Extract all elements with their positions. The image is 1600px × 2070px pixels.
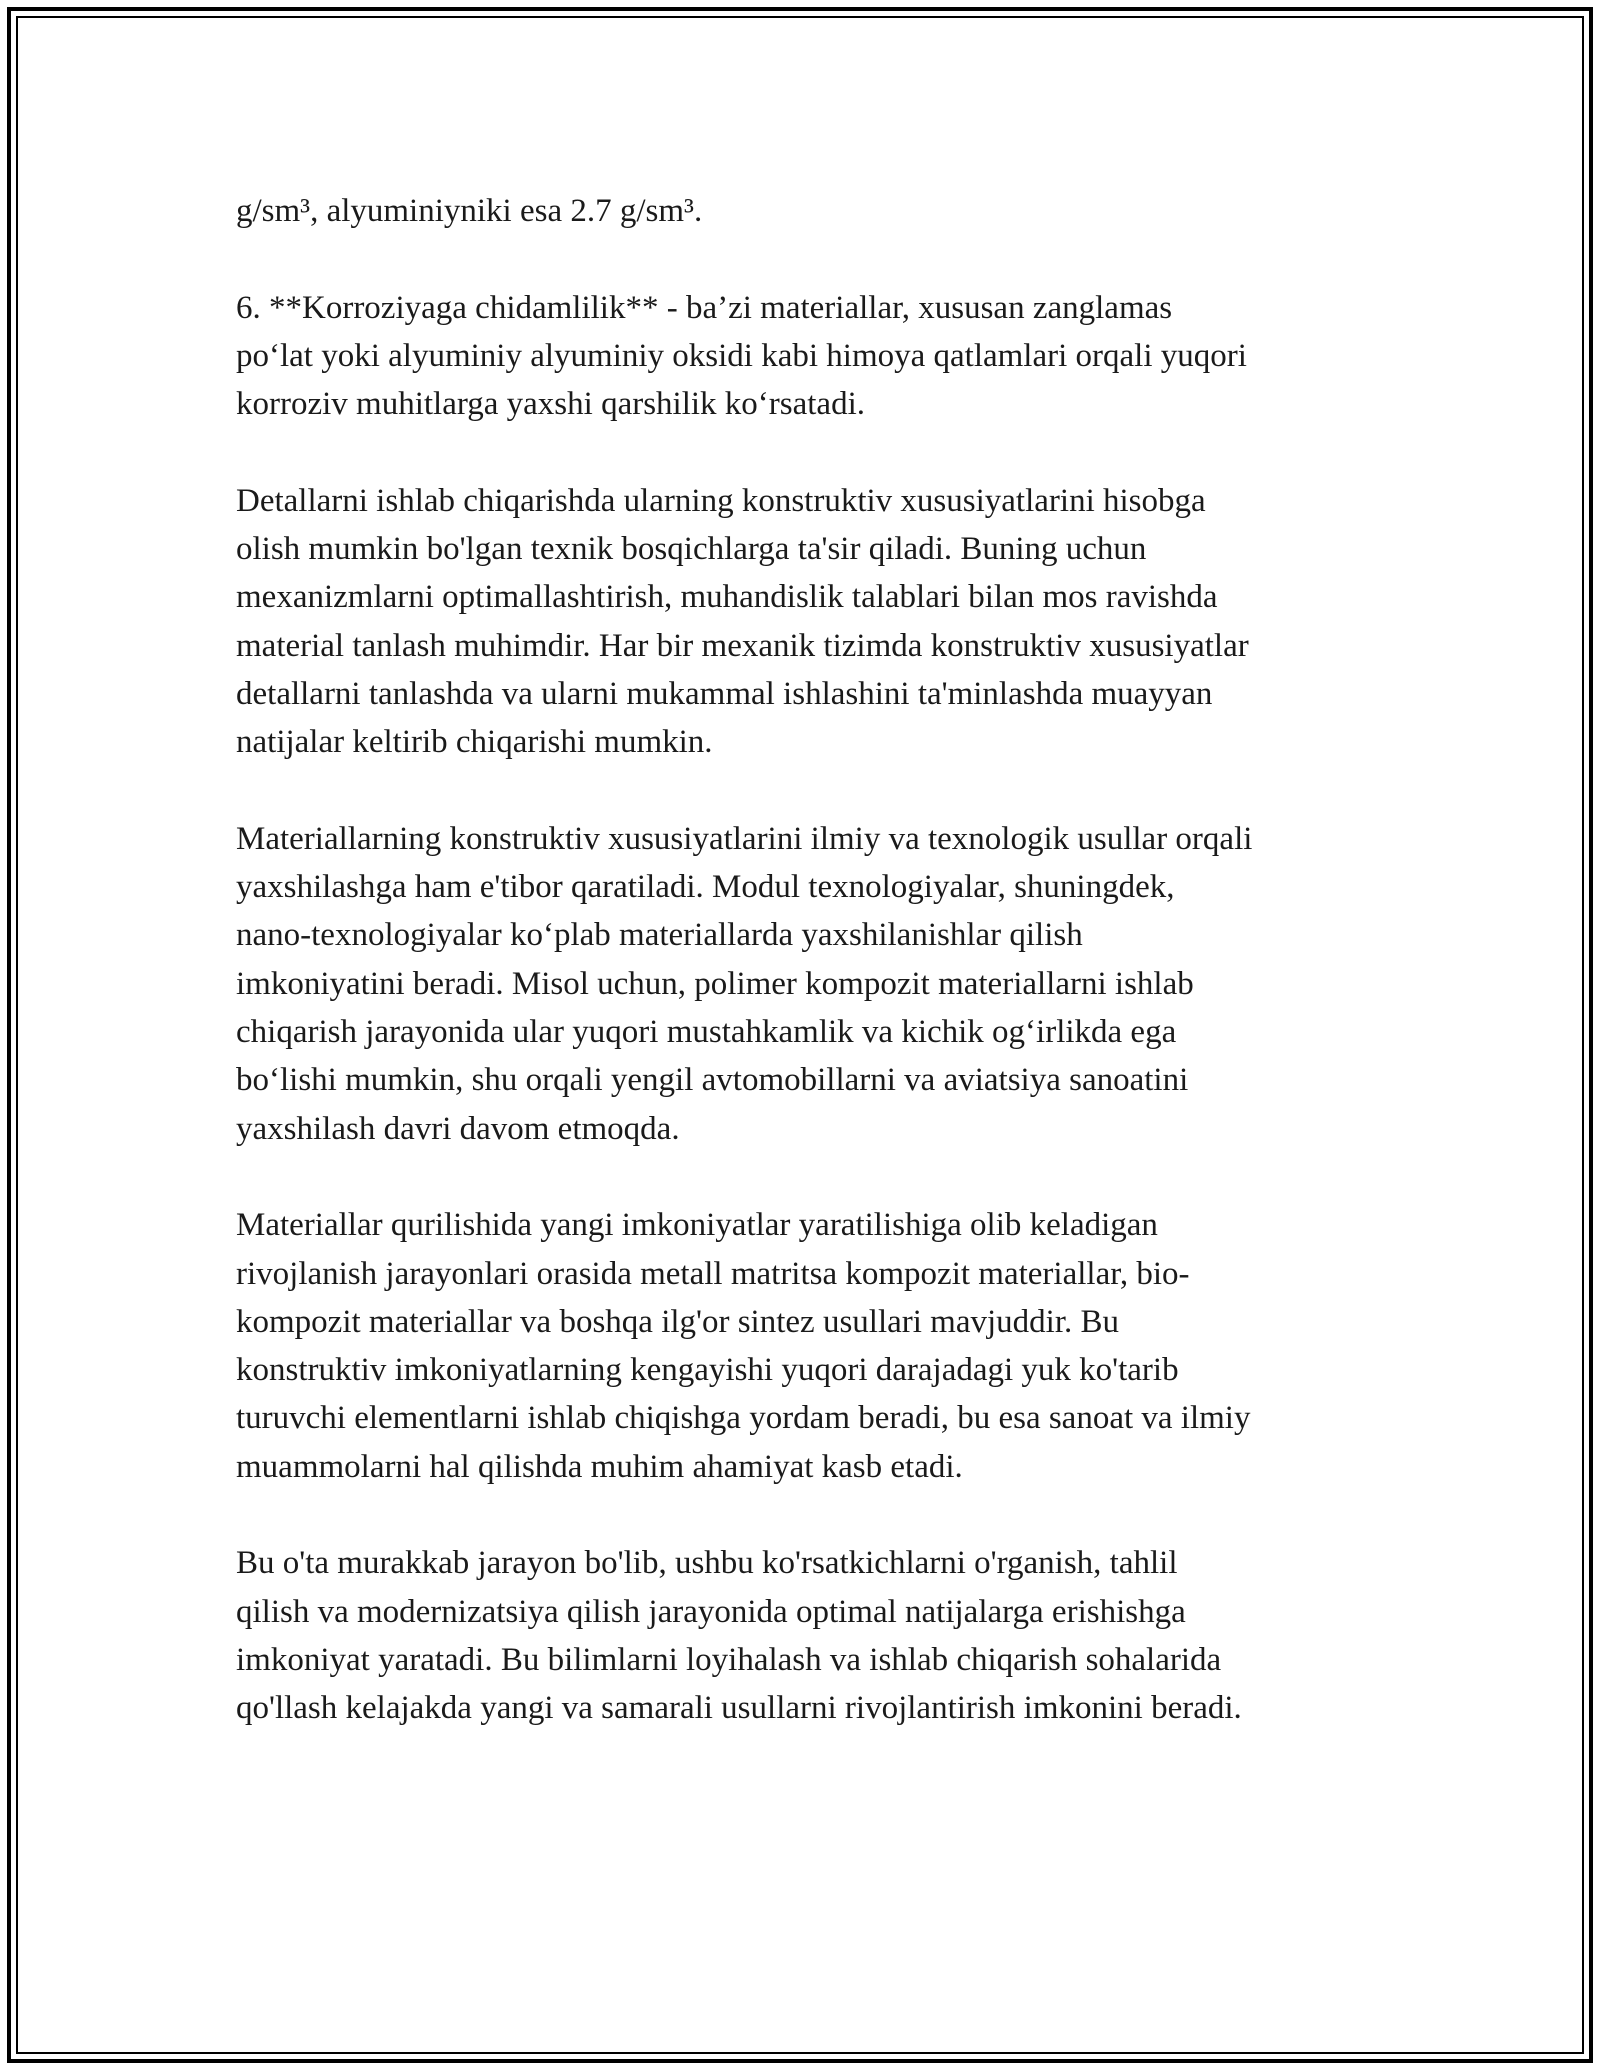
paragraph-construction-materials: Materiallar qurilishida yangi imkoniyatlar yaratilishiga olib keladigan rivojlanish jarayonlari orasida metall matritsa kompozit materiallar, bio- kompozit materiallar va boshqa ilg'or sintez usullari mavjuddir. Bu konstruktiv imkoniyatlarning kengayishi yuqori darajadagi yuk ko'tarib turuvchi elementlarni ishlab chiqishga yordam beradi, bu esa sanoat va ilmiy muammolarni hal qilishda muhim ahamiyat kasb etadi. [236,1207,1251,1485]
paragraph-conclusion: Bu o'ta murakkab jarayon bo'lib, ushbu ko'rsatkichlarni o'rganish, tahlil qilish va modernizatsiya qilish jarayonida optimal natijalarga erishishga imkoniyat yaratadi. Bu bilimlarni loyihalash va ishlab chiqarish sohalarida qo'llash kelajakda yangi va samarali usullarni rivojlantirish imkonini beradi. [236,1545,1242,1727]
paragraph-detail-production: Detallarni ishlab chiqarishda ularning konstruktiv xususiyatlarini hisobga olish mumkin bo'lgan texnik bosqichlarga ta'sir qiladi. Buning uchun mexanizmlarni optimallashtirish, muhandislik talablari bilan mos ravishda material tanlash muhimdir. Har bir mexanik tizimda konstruktiv xususiyatlar detallarni tanlashda va ularni mukammal ishlashini ta'minlashda muayyan natijalar keltirib chiqarishi mumkin. [236,482,1249,761]
paragraph-material-improvement: Materiallarning konstruktiv xususiyatlarini ilmiy va texnologik usullar orqali yaxshilashga ham e'tibor qaratiladi. Modul texnologiyalar, shuningdek, nano-texnologiyalar ko‘plab materiallarda yaxshilanishlar qilish imkoniyatini beradi. Misol uchun, polimer kompozit materiallarni ishlab chiqarish jarayonida ular yuqori mustahkamlik va kichik og‘irlikda ega bo‘lishi mumkin, shu orqali yengil avtomobillarni va aviatsiya sanoatini yaxshilash davri davom etmoqda. [236,820,1253,1147]
paragraph-corrosion-resistance: 6. **Korroziyaga chidamlilik** - ba’zi materiallar, xususan zanglamas po‘lat yoki alyuminiy alyuminiy oksidi kabi himoya qatlamlari orqali yuqori korroziv muhitlarga yaxshi qarshilik ko‘rsatadi. [236,289,1247,423]
paragraph-density-continuation: g/sm³, alyuminiyniki esa 2.7 g/sm³. [236,193,703,229]
document-body [236,187,1386,1781]
